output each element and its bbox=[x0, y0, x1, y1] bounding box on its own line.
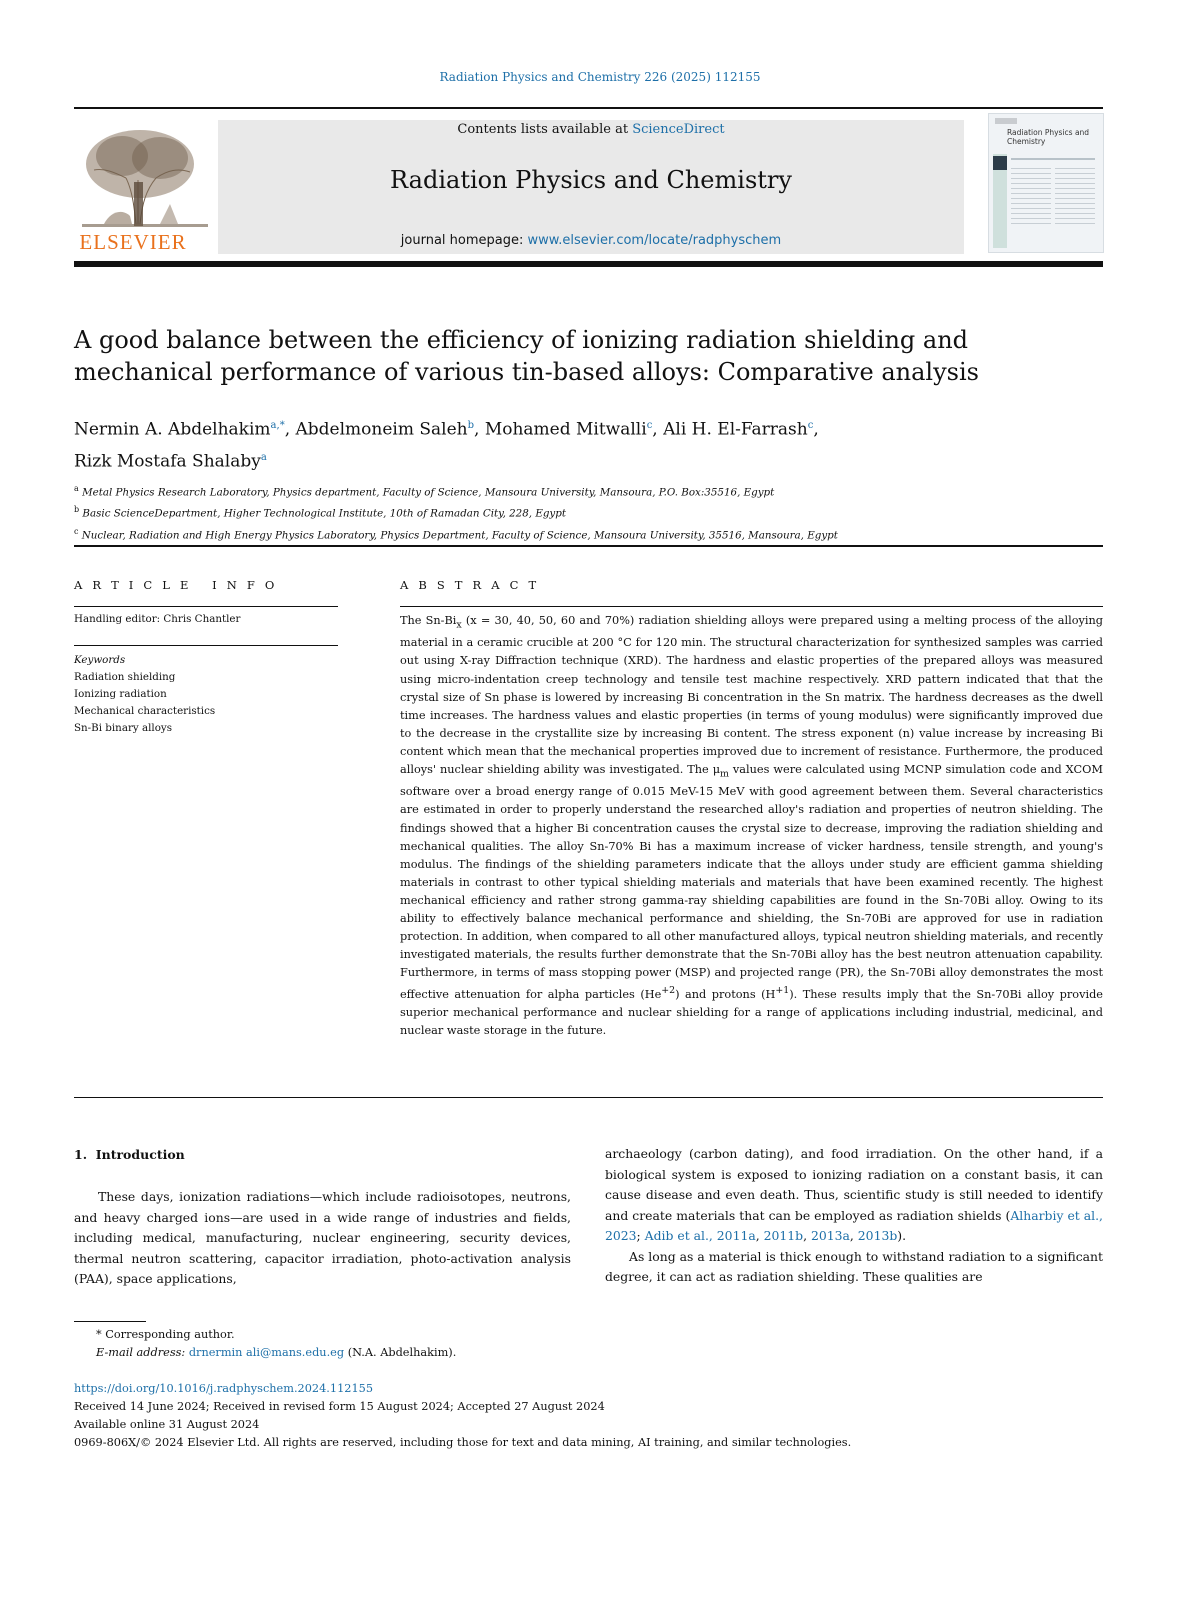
journal-cover-thumbnail[interactable] bbox=[988, 113, 1104, 253]
journal-title: Radiation Physics and Chemistry bbox=[390, 166, 792, 194]
cover-toc-right bbox=[1055, 168, 1095, 228]
publication-meta bbox=[74, 1380, 851, 1452]
doi-link[interactable]: https://doi.org/10.1016/j.radphyschem.2024.112155 bbox=[74, 1382, 374, 1395]
author-affiliation-ref[interactable]: c bbox=[807, 420, 814, 431]
abstract-part: ) and protons (H bbox=[675, 988, 776, 1002]
contents-prefix: Contents lists available at bbox=[457, 122, 633, 137]
affiliation-text: Nuclear, Radiation and High Energy Physics Laboratory, Physics Department, Faculty of Science, Mansoura University, 35516, Mansoura, Egypt bbox=[81, 529, 838, 542]
sciencedirect-link[interactable]: ScienceDirect bbox=[632, 122, 725, 137]
author-name[interactable]: Mohamed Mitwalli bbox=[484, 419, 647, 440]
abstract-part: The Sn-Bi bbox=[400, 614, 457, 627]
affiliations bbox=[74, 480, 1103, 544]
abstract-part: values were calculated using MCNP simulation code and XCOM software over a broad energy range of 0.015 MeV-15 MeV with good agreement between them. Several characteristics are estimated in order to properly understand the researched alloy's radiation and properties of neutron shielding. The findings showed that a higher Bi concentration causes the crystal size to decrease, improving the radiation shielding and mechanical qualities. The alloy Sn-70% Bi has a maximum increase of vicker hardness, tensile strength, and young's modulus. The findings of the shielding parameters indicate that the alloys under study are efficient gamma shielding materials in contrast to other typical shielding materials and materials that have been examined recently. The highest mechanical efficiency and rather strong gamma-ray shielding capabilities are found in the Sn-70Bi alloy. Owing to its ability to effectively balance mechanical performance and shielding, the Sn-70Bi are approved for use in radiation protection. In addition, when compared to all other manufactured alloys, typical neutron shielding materials, and recently investigated materials, the results further demonstrate that the Sn-70Bi alloy has the best neutron attenuation capability. Furthermore, in terms of mass stopping power (MSP) and projected range (PR), the Sn-70Bi alloy demonstrates the most effective attenuation for alpha particles (He bbox=[400, 763, 1103, 1002]
email-owner: (N.A. Abdelhakim). bbox=[347, 1346, 457, 1359]
article-title bbox=[74, 324, 1074, 388]
keyword-item: Radiation shielding bbox=[74, 671, 176, 683]
abstract-part: ). These results imply that the Sn-70Bi alloy provide superior mechanical performance and nuclear shielding for a range of applications including industrial, medicinal, and nuclear waste storage in the future. bbox=[400, 988, 1103, 1038]
intro-paragraph: As long as a material is thick enough to withstand radiation to a significant degree, it can act as radiation shielding. These qualities are bbox=[605, 1248, 1103, 1284]
abstract-sub: x bbox=[456, 619, 462, 631]
author-separator: , bbox=[652, 419, 664, 440]
footnotes bbox=[96, 1326, 456, 1362]
received-dates: Received 14 June 2024; Received in revised form 15 August 2024; Accepted 27 August 2024 bbox=[74, 1400, 605, 1413]
affiliation-key: b bbox=[74, 505, 80, 515]
article-info-rule bbox=[74, 606, 338, 607]
abstract-sub: m bbox=[720, 768, 729, 780]
affiliation-key: a bbox=[74, 484, 79, 493]
abstract-rule bbox=[400, 606, 1103, 607]
contents-line bbox=[218, 122, 964, 137]
abstract-sup: +2 bbox=[661, 985, 676, 997]
abstract-heading: A B S T R A C T bbox=[400, 578, 540, 592]
author-separator: , bbox=[284, 419, 296, 440]
affiliation-item bbox=[74, 501, 1103, 522]
abstract-sup: +1 bbox=[775, 985, 790, 997]
affiliation-item bbox=[74, 480, 1103, 501]
intro-text: ). bbox=[897, 1228, 907, 1243]
citation-link[interactable]: 2013a bbox=[810, 1228, 850, 1243]
affiliation-text: Metal Physics Research Laboratory, Physics department, Faculty of Science, Mansoura University, Mansoura, P.O. Box:35516, Egypt bbox=[82, 486, 775, 499]
cover-image bbox=[993, 156, 1007, 170]
author-affiliation-ref[interactable]: b bbox=[467, 420, 474, 431]
citation-link[interactable]: Adib et al., 2011a bbox=[644, 1228, 756, 1243]
author-name[interactable]: Nermin A. Abdelhakim bbox=[74, 419, 271, 440]
keywords-rule bbox=[74, 645, 338, 646]
rule-after-abstract bbox=[74, 1097, 1103, 1098]
author-separator: , bbox=[474, 419, 485, 440]
author-affiliation-ref[interactable]: a bbox=[260, 451, 267, 463]
abstract-text bbox=[400, 612, 1103, 1040]
cover-title-line2: Chemistry bbox=[1007, 137, 1046, 146]
intro-text: archaeology (carbon dating), and food irradiation. On the other hand, if a biological system is exposed to ionizing radiation on a constant basis, it can cause disease and even death. Thus, scientific study is still needed to identify and create materials that can be employed as radiation shields ( bbox=[605, 1146, 1103, 1223]
author-separator: , bbox=[813, 419, 819, 440]
keyword-item: Sn-Bi binary alloys bbox=[74, 722, 172, 734]
rule-before-article-info bbox=[74, 545, 1103, 547]
article-info-heading: A R T I C L E I N F O bbox=[74, 578, 278, 592]
intro-right-column bbox=[605, 1144, 1103, 1288]
email-link[interactable]: drnermin ali@mans.edu.eg bbox=[188, 1346, 345, 1359]
cover-toc-left bbox=[1011, 168, 1051, 228]
cover-title-line1: Radiation Physics and bbox=[1007, 128, 1090, 137]
author-name[interactable]: Abdelmoneim Saleh bbox=[295, 419, 468, 440]
keywords-block bbox=[74, 652, 338, 737]
affiliation-item bbox=[74, 523, 1103, 544]
keyword-item: Mechanical characteristics bbox=[74, 705, 216, 717]
citation-link[interactable]: 2011b bbox=[763, 1228, 804, 1243]
citation-link[interactable]: Alharbiy et al., 2023 bbox=[605, 1207, 1103, 1243]
affiliation-key: c bbox=[74, 526, 79, 536]
author-name[interactable]: Ali H. El-Farrash bbox=[663, 419, 808, 440]
corresponding-author-note: * Corresponding author. bbox=[96, 1328, 235, 1341]
header-rule-top bbox=[74, 107, 1103, 109]
header-rule-thick bbox=[74, 261, 1103, 267]
affiliation-text: Basic ScienceDepartment, Higher Technological Institute, 10th of Ramadan City, 228, Egypt bbox=[82, 507, 566, 520]
cover-badge bbox=[995, 118, 1017, 124]
copyright-line: 0969-806X/© 2024 Elsevier Ltd. All rights are reserved, including those for text and data mining, AI training, and similar technologies. bbox=[74, 1436, 852, 1449]
keyword-item: Ionizing radiation bbox=[74, 688, 167, 700]
available-online: Available online 31 August 2024 bbox=[74, 1418, 260, 1431]
author-affiliation-ref[interactable]: c bbox=[646, 420, 653, 431]
author-name[interactable]: Rizk Mostafa Shalaby bbox=[74, 451, 261, 472]
journal-homepage-link[interactable]: www.elsevier.com/locate/radphyschem bbox=[527, 233, 782, 248]
author-affiliation-ref[interactable]: a,* bbox=[270, 420, 285, 431]
handling-editor: Handling editor: Chris Chantler bbox=[74, 613, 241, 625]
title-line-2: mechanical performance of various tin-based alloys: Comparative analysis bbox=[74, 358, 979, 386]
citation-link[interactable]: 2013b bbox=[857, 1228, 898, 1243]
email-label: E-mail address: bbox=[96, 1346, 186, 1359]
cover-line bbox=[1011, 158, 1095, 160]
author-list bbox=[74, 412, 1074, 475]
journal-homepage-line bbox=[218, 233, 964, 248]
cover-title bbox=[1007, 128, 1099, 146]
introduction-heading: 1. Introduction bbox=[74, 1147, 185, 1162]
intro-left-column: These days, ionization radiations—which include radioisotopes, neutrons, and heavy charged ions—are used in a wide range of industries and fields, including medical, manufacturing, nuclear engineering, security devices, thermal neutron scattering, capacitor irradiation, photo-activation analysis (PAA), space applications, bbox=[74, 1189, 571, 1286]
footnote-rule bbox=[74, 1321, 146, 1322]
elsevier-wordmark: ELSEVIER bbox=[79, 230, 187, 254]
running-head[interactable]: Radiation Physics and Chemistry 226 (2025) 112155 bbox=[439, 70, 761, 84]
title-line-1: A good balance between the efficiency of ionizing radiation shielding and bbox=[74, 326, 969, 354]
email-note bbox=[96, 1344, 456, 1362]
intro-paragraph: archaeology (carbon dating), and food irradiation. On the other hand, if a biological system is exposed to ionizing radiation on a constant basis, it can cause disease and even death. Thus, scientific study is still needed to identify and create materials that can be employed as radiation shields (Alharbiy et al., 2023; Adib et al., 2011a, 2011b, 2013a, 2013b). bbox=[605, 1146, 1103, 1243]
keywords-label: Keywords bbox=[74, 654, 126, 666]
homepage-prefix: journal homepage: bbox=[400, 233, 528, 248]
abstract-part: (x = 30, 40, 50, 60 and 70%) radiation shielding alloys were prepared using a melting process of the alloying material in a ceramic crucible at 200 °C for 120 min. The structural characterization for synthesized samples was carried out using X-ray Diffraction technique (XRD). The hardness and elastic properties of the prepared alloys was measured using micro-indentation creep technology and tensile test machine respectively. XRD pattern indicated that that the crystal size of Sn phase is lowered by increasing Bi concentration in the Sn matrix. The hardness decreases as the dwell time increases. The hardness values and elastic properties (in terms of young modulus) were significantly improved due to the decrease in the crystallite size by increasing Bi content. The stress exponent (n) value increase by increasing Bi content which mean that the mechanical properties improved due to increment of resistance. Furthermore, the produced alloys' nuclear shielding ability was investigated. The μ bbox=[400, 614, 1103, 776]
